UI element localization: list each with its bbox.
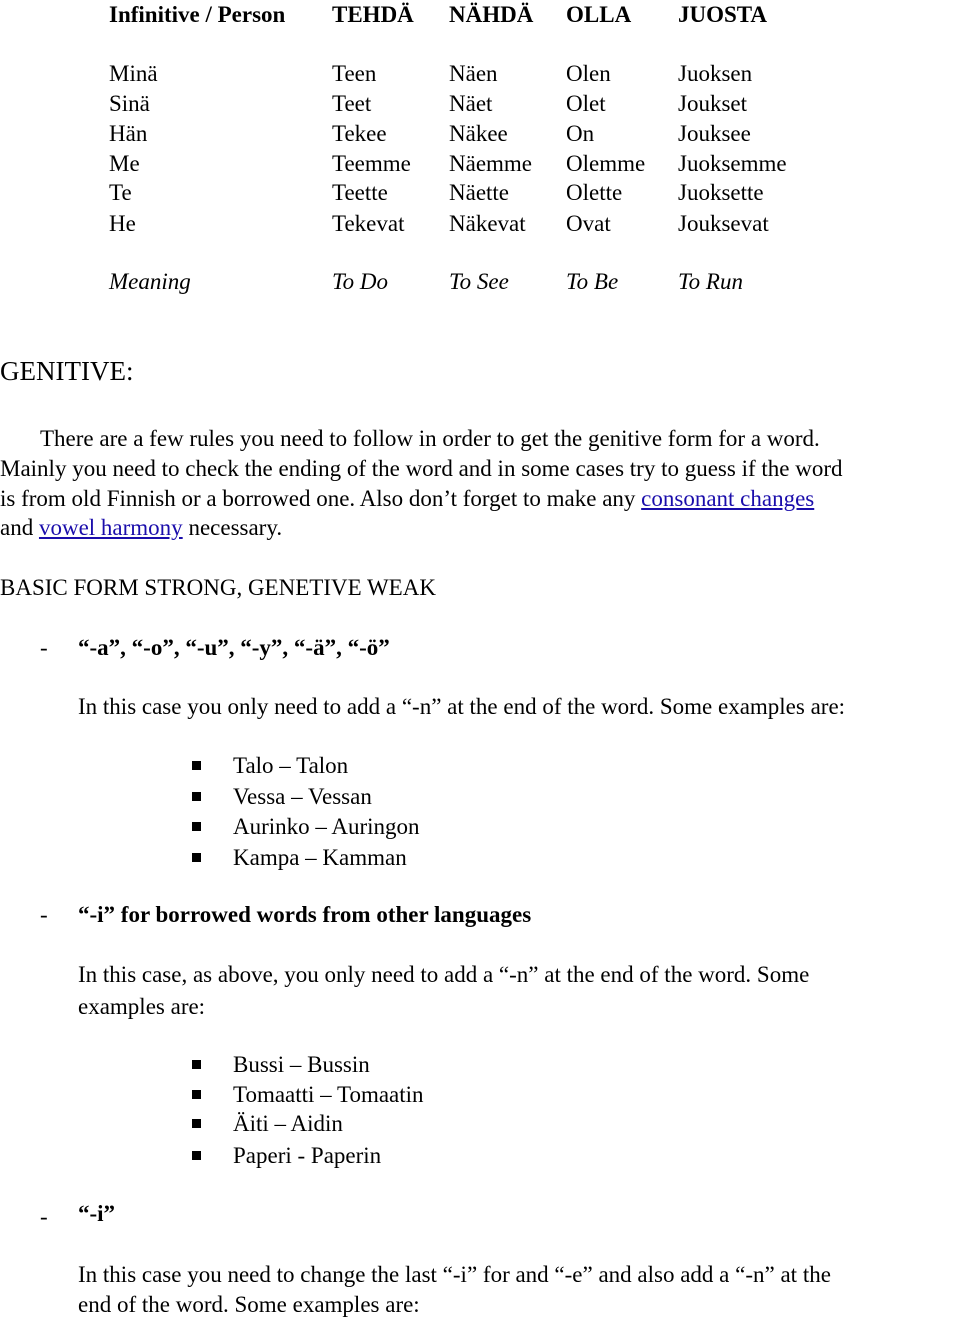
bullet-square-icon [192,1090,201,1099]
example-text: Aurinko – Auringon [233,814,420,839]
header-infinitive-person: Infinitive / Person [109,2,286,27]
intro-line: There are a few rules you need to follow in order to get the genitive form for a word. [40,426,820,451]
table-cell: Ovat [566,211,611,236]
intro-text: necessary. [188,515,283,540]
meaning-cell: To Do [332,269,389,294]
meaning-cell: To See [449,269,509,294]
table-cell: Olen [566,61,611,86]
bullet-square-icon [192,1119,201,1128]
meaning-cell: To Be [566,269,619,294]
table-cell: Minä [109,61,158,86]
list-item [192,843,407,873]
header-olla: OLLA [566,2,632,27]
table-cell: Teette [332,180,388,205]
vowel-harmony-link[interactable]: vowel harmony [38,515,183,540]
table-cell: Näet [449,91,493,116]
bullet-square-icon [192,792,201,801]
example-text: Paperi - Paperin [233,1143,382,1168]
table-cell: Te [109,180,132,205]
intro-line [0,484,956,514]
example-text: Bussi – Bussin [233,1052,370,1077]
rule-title: “-a”, “-o”, “-u”, “-y”, “-ä”, “-ö” [78,635,390,660]
bullet-square-icon [192,853,201,862]
intro-line [0,513,282,543]
rule-text: In this case you need to change the last “-i” for and “-e” and also add a “-n” at the [78,1262,831,1287]
rule-title: “-i” for borrowed words from other languages [78,902,532,927]
list-item [192,751,348,781]
table-cell: Jouksevat [678,211,769,236]
table-cell: Jouksee [678,121,751,146]
list-item [192,782,372,812]
table-cell: He [109,211,136,236]
rule-dash: - [40,1204,48,1229]
rule-text: In this case, as above, you only need to add a “-n” at the end of the word. Some [78,962,810,987]
bullet-square-icon [192,1151,201,1160]
table-cell: Olet [566,91,606,116]
table-cell: Näen [449,61,498,86]
list-item [192,1109,343,1139]
meaning-cell: To Run [678,269,743,294]
table-cell: Näette [449,180,510,205]
list-item [192,1050,370,1080]
table-cell: Näkevat [449,211,526,236]
table-cell: Juoksen [678,61,753,86]
list-item [192,812,420,842]
intro-text: is from old Finnish or a borrowed one. Also don’t forget to make any [0,486,636,511]
table-cell: Teet [332,91,372,116]
table-cell: Teen [332,61,377,86]
intro-line: Mainly you need to check the ending of the word and in some cases try to guess if the word [0,456,843,481]
table-cell: Me [109,151,140,176]
table-cell: Olette [566,180,623,205]
bullet-square-icon [192,1060,201,1069]
table-cell: Juoksemme [678,151,787,176]
table-cell: Hän [109,121,148,146]
intro-text: and [0,515,34,540]
table-cell: Näemme [449,151,533,176]
rule-text: examples are: [78,994,206,1019]
section-heading: BASIC FORM STRONG, GENETIVE WEAK [0,575,436,600]
table-cell: Joukset [678,91,747,116]
table-cell: Näkee [449,121,508,146]
table-cell: Sinä [109,91,150,116]
example-text: Kampa – Kamman [233,845,407,870]
rule-dash: - [40,902,48,927]
header-nahda: NÄHDÄ [449,2,534,27]
table-cell: Olemme [566,151,646,176]
table-cell: On [566,121,595,146]
table-cell: Tekevat [332,211,405,236]
example-text: Tomaatti – Tomaatin [233,1082,424,1107]
rule-title: “-i” [78,1201,116,1226]
table-cell: Juoksette [678,180,764,205]
list-item [192,1080,424,1110]
consonant-changes-link[interactable]: consonant changes [641,486,815,511]
example-text: Äiti – Aidin [233,1111,343,1136]
rule-dash: - [40,635,48,660]
header-juosta: JUOSTA [678,2,768,27]
rule-text: In this case you only need to add a “-n” at the end of the word. Some examples are: [78,694,846,719]
header-tehda: TEHDÄ [332,2,414,27]
genitive-heading: GENITIVE: [0,356,134,386]
meaning-label: Meaning [109,269,191,294]
rule-text: end of the word. Some examples are: [78,1292,420,1317]
bullet-square-icon [192,822,201,831]
list-item [192,1141,381,1171]
example-text: Talo – Talon [233,753,349,778]
bullet-square-icon [192,761,201,770]
table-cell: Teemme [332,151,411,176]
example-text: Vessa – Vessan [233,784,372,809]
table-cell: Tekee [332,121,387,146]
